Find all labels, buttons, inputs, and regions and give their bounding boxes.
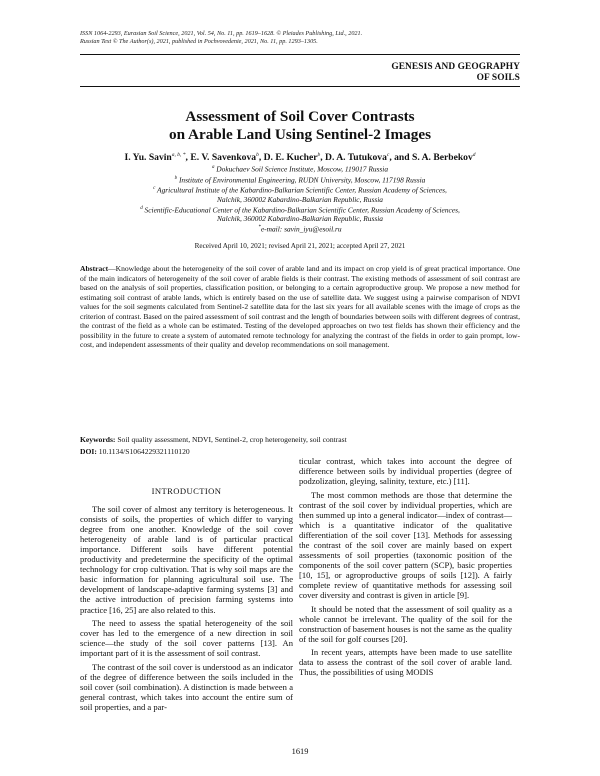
affiliation-continued: Nalchik, 360002 Kabardino-Balkarian Republic, Russia — [216, 194, 383, 204]
body-column-left — [80, 486, 293, 715]
author-affiliation-marker: d — [472, 152, 476, 158]
author-separator: , and — [389, 152, 412, 164]
affiliation — [80, 174, 520, 185]
section-rule — [80, 86, 520, 87]
author-name: D. E. Kucher — [263, 152, 318, 164]
body-paragraph: It should be noted that the assessment of soil quality as a whole cannot be irrelevant. The quality of the soil for the construction of basement houses is not the same as the quality of the soil for golf courses [20]. — [299, 603, 512, 644]
affiliation-text: Dokuchaev Soil Science Institute, Moscow, 119017 Russia — [214, 164, 389, 174]
affiliation — [80, 184, 520, 195]
article-title-line-2: on Arable Land Using Sentinel-2 Images — [168, 126, 432, 143]
body-paragraph: The contrast of the soil cover is understood as an indicator of the degree of difference between the soils included in the soil cover (soil combination). A distinction is made between a general contrast, which takes into account the entire sum of soil properties, and a par- — [80, 661, 293, 712]
author-affiliation-marker: c — [386, 152, 390, 158]
keywords — [80, 435, 520, 445]
journal-meta — [80, 30, 530, 47]
affiliation-marker: b — [174, 175, 178, 181]
corresponding-email — [80, 223, 520, 234]
author-separator: , — [185, 152, 191, 164]
body-paragraph: ticular contrast, which takes into account the degree of difference between soils by individual properties (degree of podzolization, gleying, salinity, texture, etc.) [11]. — [299, 456, 512, 487]
body-paragraph: The soil cover of almost any territory is heterogeneous. It consists of soils, the properties of which differ to varying degree from one another. Knowledge of the soil cover heterogeneity of arable land is of particular practical importance. Different soils have different potential productivity and predetermine the specificity of the optimal technology for crop cultivation. That is why soil maps are the basic information for planning agricultural soil use. The development of landscape-adaptive farming systems [3] and the active introduction of precision farming systems into practice [16, 25] are also related to this. — [80, 504, 293, 615]
author-affiliation-marker: a, b, * — [171, 152, 186, 158]
author-separator: , — [258, 152, 264, 164]
author-separator: , — [320, 152, 326, 164]
body-paragraph: The most common methods are those that determine the contrast of the soil cover by individual properties, which are then summed up into a general indicator—index of contrast—which is a quantitative indicator of the qualitative differentiation of the soil cover [13]. Methods for assessing the contrast of the soil cover are mainly based on expert assessments of soil properties (taxonomic position of the components of the soil cover pattern (SCP), basic properties [10, 15], or agroproductive groups of soils [12]). A fairly complete review of quantitative methods for assessing soil cover diversity and contrast is given in article [9]. — [299, 489, 512, 601]
email-marker: * — [258, 225, 261, 231]
email-text: e-mail: savin_iyu@esoil.ru — [260, 224, 342, 234]
author-name: S. A. Berbekov — [412, 152, 473, 164]
author-name: I. Yu. Savin — [124, 152, 172, 164]
abstract — [80, 264, 520, 350]
body-column-right — [299, 456, 512, 681]
abstract-text: —Knowledge about the heterogeneity of the soil cover of arable land and its impact on crop yield is of great practical importance. One of the main indicators of heterogeneity of the soil cover of arable fields is their contrast. The existing methods of assessment of soil contrast are based on the analysis of soil properties, classification position, or belonging to a certain agroproductive group. We propose a new method for estimating soil contrast of arable lands, which is entirely based on the use of satellite data. We suggest using a pairwise comparison of NDVI values for the soil segments calculated from Sentinel-2 satellite data for the last six years for all available scenes with the image of crops as the criterion of contrast. Based on the paired assessment of soil contrast and the length of boundaries between soils with different degrees of contrast, the contrast of the field as a whole can be estimated. Testing of the developed approaches on two test fields has shown their efficiency and the possibility in the future to create a system of automated remote technology for analyzing the contrast of the fields in order to gain prompt, low-cost, and independent assessments of their quality and develop recommendations on soil management. — [80, 264, 520, 349]
affiliation-text: Scientific-Educational Center of the Kabardino-Balkarian Scientific Center, Russian Academy of Sciences, — [142, 205, 460, 215]
section-title-line-2: OF SOILS — [476, 72, 520, 83]
doi-label: DOI: — [80, 447, 97, 456]
affiliation — [80, 204, 520, 215]
article-title-line-1: Assessment of Soil Cover Contrasts — [185, 108, 415, 125]
section-heading: INTRODUCTION — [151, 486, 222, 496]
abstract-label: Abstract — [80, 264, 109, 273]
affiliation-text: Agricultural Institute of the Kabardino-Balkarian Scientific Center, Russian Academy of Sciences, — [155, 185, 447, 195]
section-title — [180, 62, 520, 83]
affiliation-text: Institute of Environmental Engineering, RUDN University, Moscow, 117198 Russia — [177, 175, 426, 185]
author-name: E. V. Savenkova — [190, 152, 257, 164]
keywords-label: Keywords: — [80, 435, 116, 444]
author-affiliation-marker: b — [256, 152, 259, 158]
journal-meta-line-2: Russian Text © The Author(s), 2021, published in Pochvovedenie, 2021, No. 11, pp. 1293–1305. — [80, 38, 318, 46]
affiliation-continued: Nalchik, 360002 Kabardino-Balkarian Republic, Russia — [216, 214, 383, 224]
section-title-line-1: GENESIS AND GEOGRAPHY — [391, 62, 520, 72]
keywords-text: Soil quality assessment, NDVI, Sentinel-2, crop heterogeneity, soil contrast — [115, 435, 347, 444]
journal-meta-line-1: ISSN 1064-2293, Eurasian Soil Science, 2021, Vol. 54, No. 11, pp. 1619–1628. © Pleiades Publishing, Ltd., 2021. — [80, 30, 363, 37]
affiliation-marker: a — [211, 165, 215, 170]
article-title — [80, 108, 520, 144]
author-list — [80, 149, 520, 164]
author-name: D. A. Tutukova — [325, 152, 387, 164]
doi-text: 10.1134/S1064229321110120 — [96, 447, 190, 456]
body-paragraph: In recent years, attempts have been made to use satellite data to assess the contrast of the soil cover of arable land. Thus, the possibilities of using MODIS — [299, 647, 512, 678]
author-affiliation-marker: b — [317, 152, 321, 158]
top-rule — [80, 54, 520, 55]
page-number: 1619 — [291, 747, 309, 756]
received-dates: Received April 10, 2021; revised April 21, 2021; accepted April 27, 2021 — [194, 242, 406, 250]
affiliation-marker: c — [153, 186, 156, 192]
affiliation-marker: d — [140, 205, 143, 211]
body-paragraph: The need to assess the spatial heterogeneity of the soil cover has led to the emergence of a new direction in soil science—the study of the soil cover patterns [13]. An important part of it is the assessment of soil contrast. — [80, 618, 293, 659]
affiliation — [80, 163, 520, 174]
affiliation-list — [80, 163, 520, 234]
